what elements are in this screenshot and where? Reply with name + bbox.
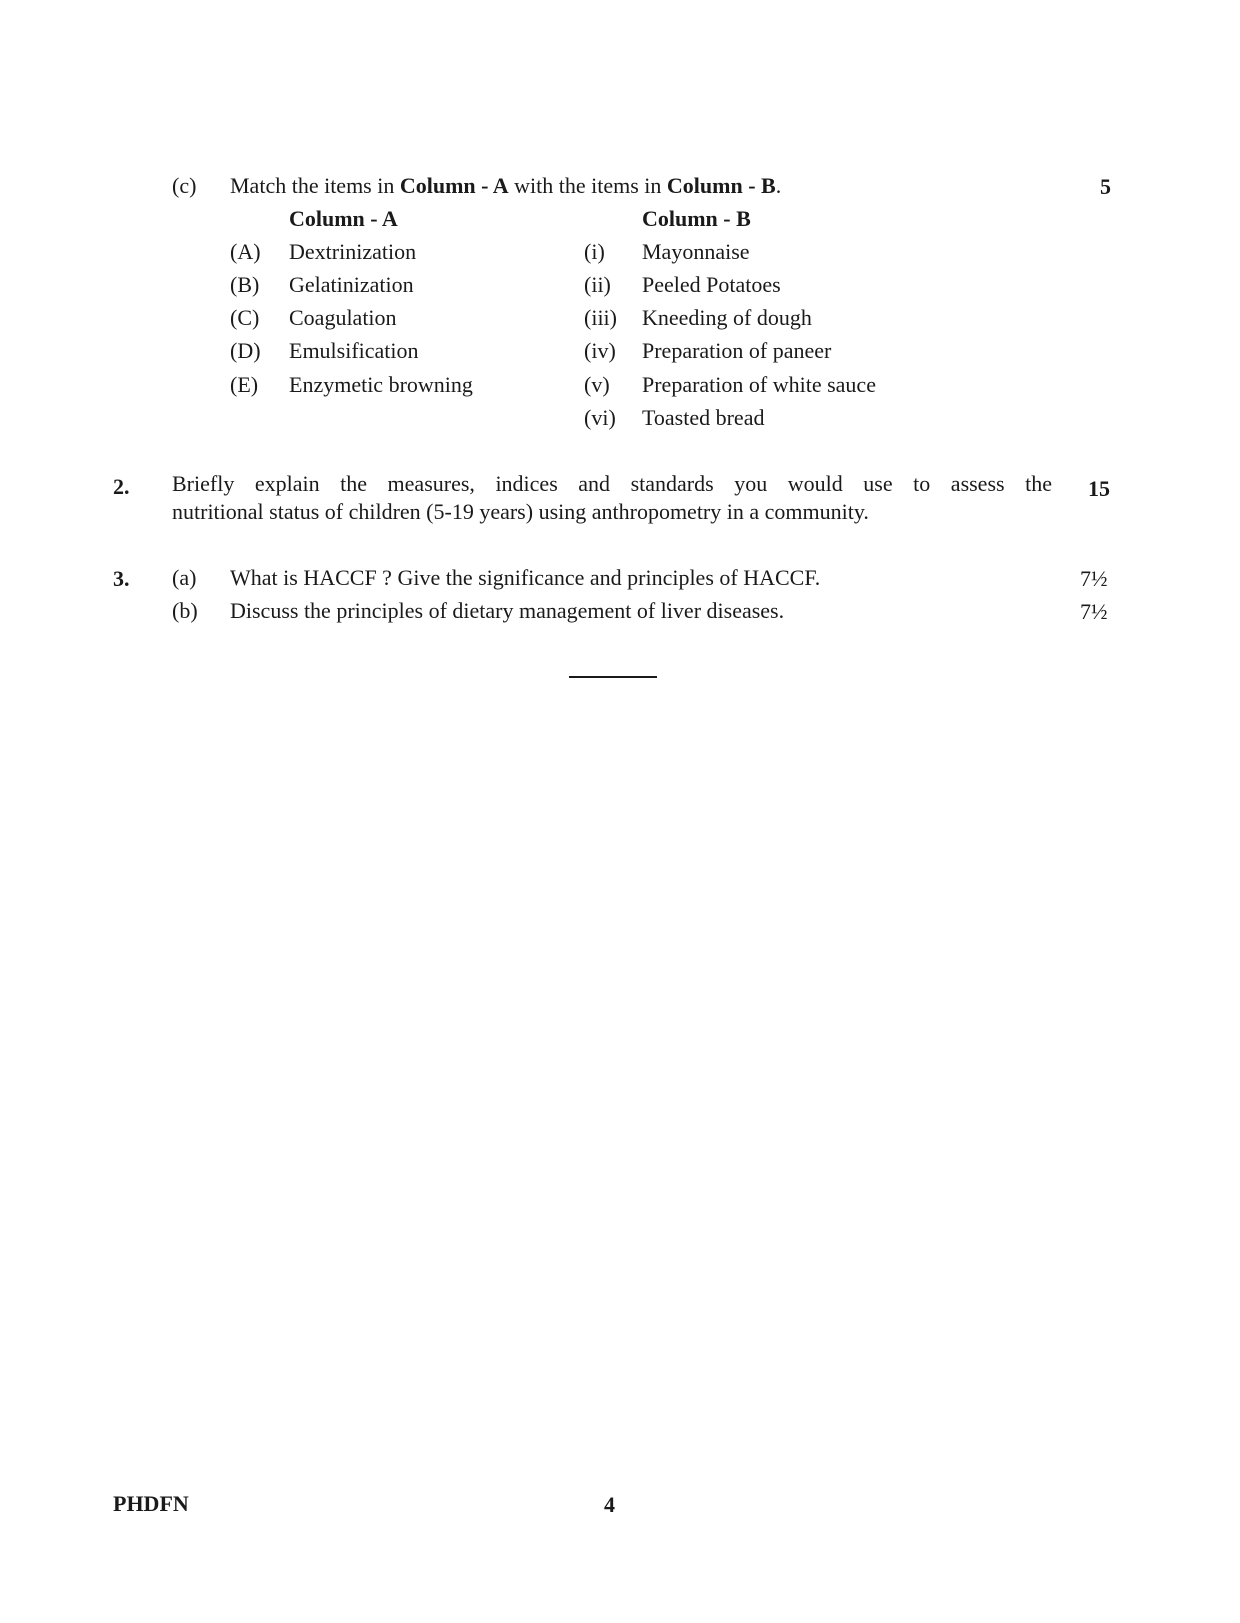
q2-line-2: nutritional status of children (5-19 years) using anthropometry in a community.	[172, 499, 869, 524]
col-a-key: (B)	[230, 272, 260, 297]
col-a-text: Emulsification	[289, 338, 419, 363]
col-a-text: Gelatinization	[289, 272, 414, 297]
q2-text	[172, 470, 1052, 526]
q3b-text: Discuss the principles of dietary management of liver diseases.	[230, 598, 785, 623]
q1c-col-b-ref: Column - B	[666, 173, 776, 198]
q1c-label: (c)	[172, 173, 197, 198]
footer-code: PHDFN	[113, 1491, 189, 1516]
col-b-text: Peeled Potatoes	[642, 272, 781, 297]
column-a-header: Column - A	[289, 206, 398, 231]
q1c-col-a-ref: Column - A	[399, 173, 509, 198]
col-b-text: Mayonnaise	[642, 239, 750, 264]
q3a-marks: 7½	[1080, 566, 1108, 591]
col-a-text: Dextrinization	[289, 239, 417, 264]
q3-number: 3.	[113, 566, 130, 591]
col-a-text: Enzymetic browning	[289, 372, 473, 397]
footer-page-number: 4	[604, 1492, 615, 1517]
q1c-text-mid: with the items in	[508, 173, 667, 198]
end-rule	[569, 676, 657, 678]
q2-line-1: Briefly explain the measures, indices and standards you would use to assess the	[172, 471, 1052, 496]
col-b-key: (i)	[584, 239, 605, 264]
col-b-text: Kneeding of dough	[642, 305, 812, 330]
col-a-key: (D)	[230, 338, 261, 363]
q2-marks: 15	[1088, 476, 1110, 501]
q2-number: 2.	[113, 474, 130, 499]
q3b-marks: 7½	[1080, 599, 1108, 624]
q1c-instruction	[230, 175, 781, 197]
q1c-text-end: .	[775, 173, 782, 198]
col-a-key: (C)	[230, 305, 260, 330]
col-b-text: Preparation of white sauce	[642, 372, 876, 397]
col-b-key: (iv)	[584, 338, 616, 363]
col-b-text: Preparation of paneer	[642, 338, 832, 363]
q1c-text-pre: Match the items in	[230, 173, 400, 198]
col-b-key: (ii)	[584, 272, 611, 297]
col-b-key: (v)	[584, 372, 610, 397]
q3a-label: (a)	[172, 565, 197, 590]
col-b-text: Toasted bread	[642, 405, 765, 430]
col-a-text: Coagulation	[289, 305, 397, 330]
col-a-key: (E)	[230, 372, 259, 397]
q3a-text: What is HACCF ? Give the significance and principles of HACCF.	[230, 565, 821, 590]
col-b-key: (iii)	[584, 305, 617, 330]
column-b-header: Column - B	[642, 206, 751, 231]
q3b-label: (b)	[172, 598, 198, 623]
col-a-key: (A)	[230, 239, 261, 264]
q1c-marks: 5	[1100, 174, 1111, 199]
col-b-key: (vi)	[584, 405, 616, 430]
